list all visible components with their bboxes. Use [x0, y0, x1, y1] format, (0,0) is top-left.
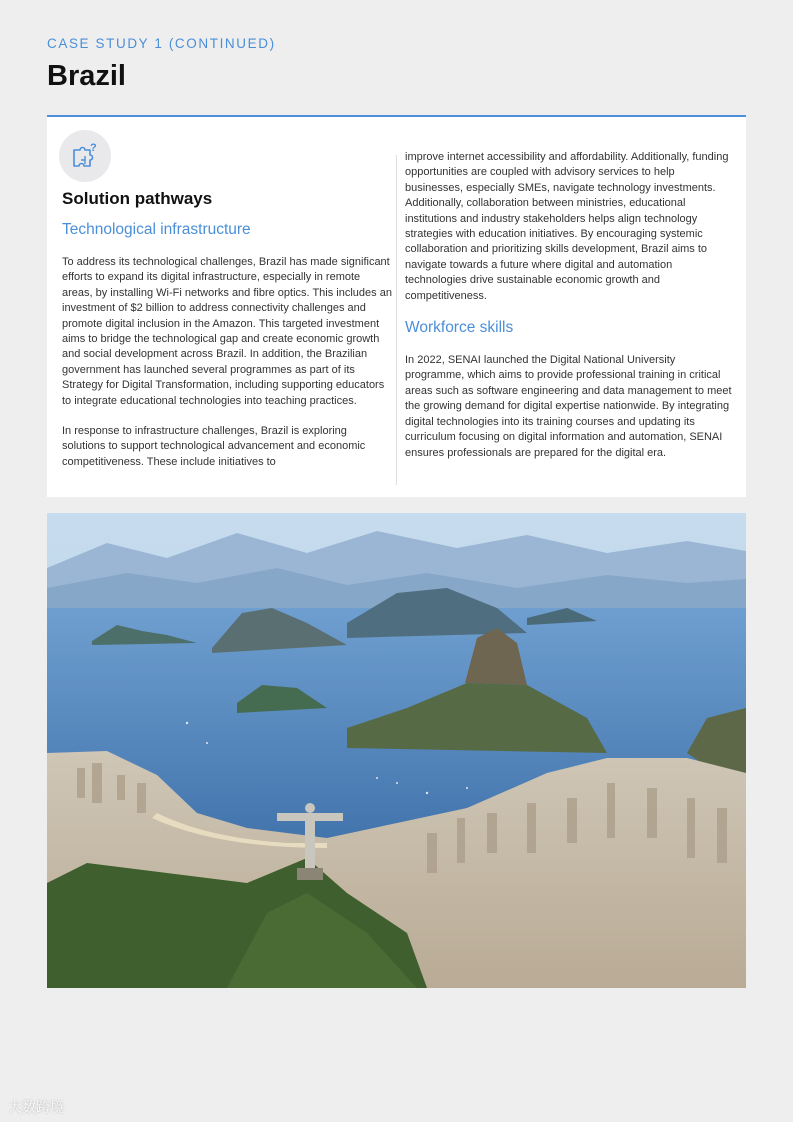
left-column	[62, 189, 392, 485]
tech-paragraph-2: In response to infrastructure challenges, Brazil is exploring solutions to support technological advancement and economic competitiveness. These include initiatives to	[62, 425, 366, 468]
right-column	[405, 150, 735, 476]
tech-paragraph-1: To address its technological challenges, Brazil has made significant efforts to expand its digital infrastructure, especially in remote areas, by installing Wi-Fi networks and fibre optics. This includes an investment of $2 billion to address connectivity challenges and promote digital inclusion in the Amazon. This targeted investment aims to bridge the technological gap and create economic growth and social development across Brazil. In addition, the Brazilian government has launched several programmes as part of its Strategy for Digital Transformation, including supporting educators to integrate educational technologies into teaching practices.	[62, 256, 392, 407]
column-divider	[396, 155, 397, 485]
puzzle-question-icon	[59, 130, 111, 182]
case-study-label: CASE STUDY 1 (CONTINUED)	[47, 36, 276, 51]
page-title: Brazil	[47, 60, 126, 92]
section-heading: Solution pathways	[62, 189, 213, 208]
workforce-paragraph: In 2022, SENAI launched the Digital National University programme, which aims to provide professional training in critical areas such as software engineering and data management to meet the growing demand for digital expertise nationwide. By integrating digital technologies into its training courses and updating its curriculum focusing on digital information and automation, SENAI ensures professionals are prepared for the digital era.	[405, 354, 732, 459]
solution-card	[47, 115, 746, 497]
rio-de-janeiro-aerial-photo	[47, 513, 746, 988]
watermark-logo: 大数跨境	[8, 1099, 64, 1115]
tech-subheading: Technological infrastructure	[62, 221, 251, 238]
svg-text:?: ?	[90, 142, 97, 154]
tech-paragraph-3: improve internet accessibility and affordability. Additionally, funding opportunities are coupled with advisory services to help businesses, especially SMEs, navigate technology investments. Additionally, collaboration between ministries, educational institutions and industry stakeholders helps align technology strategies with education initiatives. By encouraging systemic collaboration and prioritizing skills development, Brazil aims to navigate towards a future where digital and automation technologies drive sustainable economic growth and competitiveness.	[405, 151, 729, 302]
workforce-subheading: Workforce skills	[405, 319, 514, 337]
